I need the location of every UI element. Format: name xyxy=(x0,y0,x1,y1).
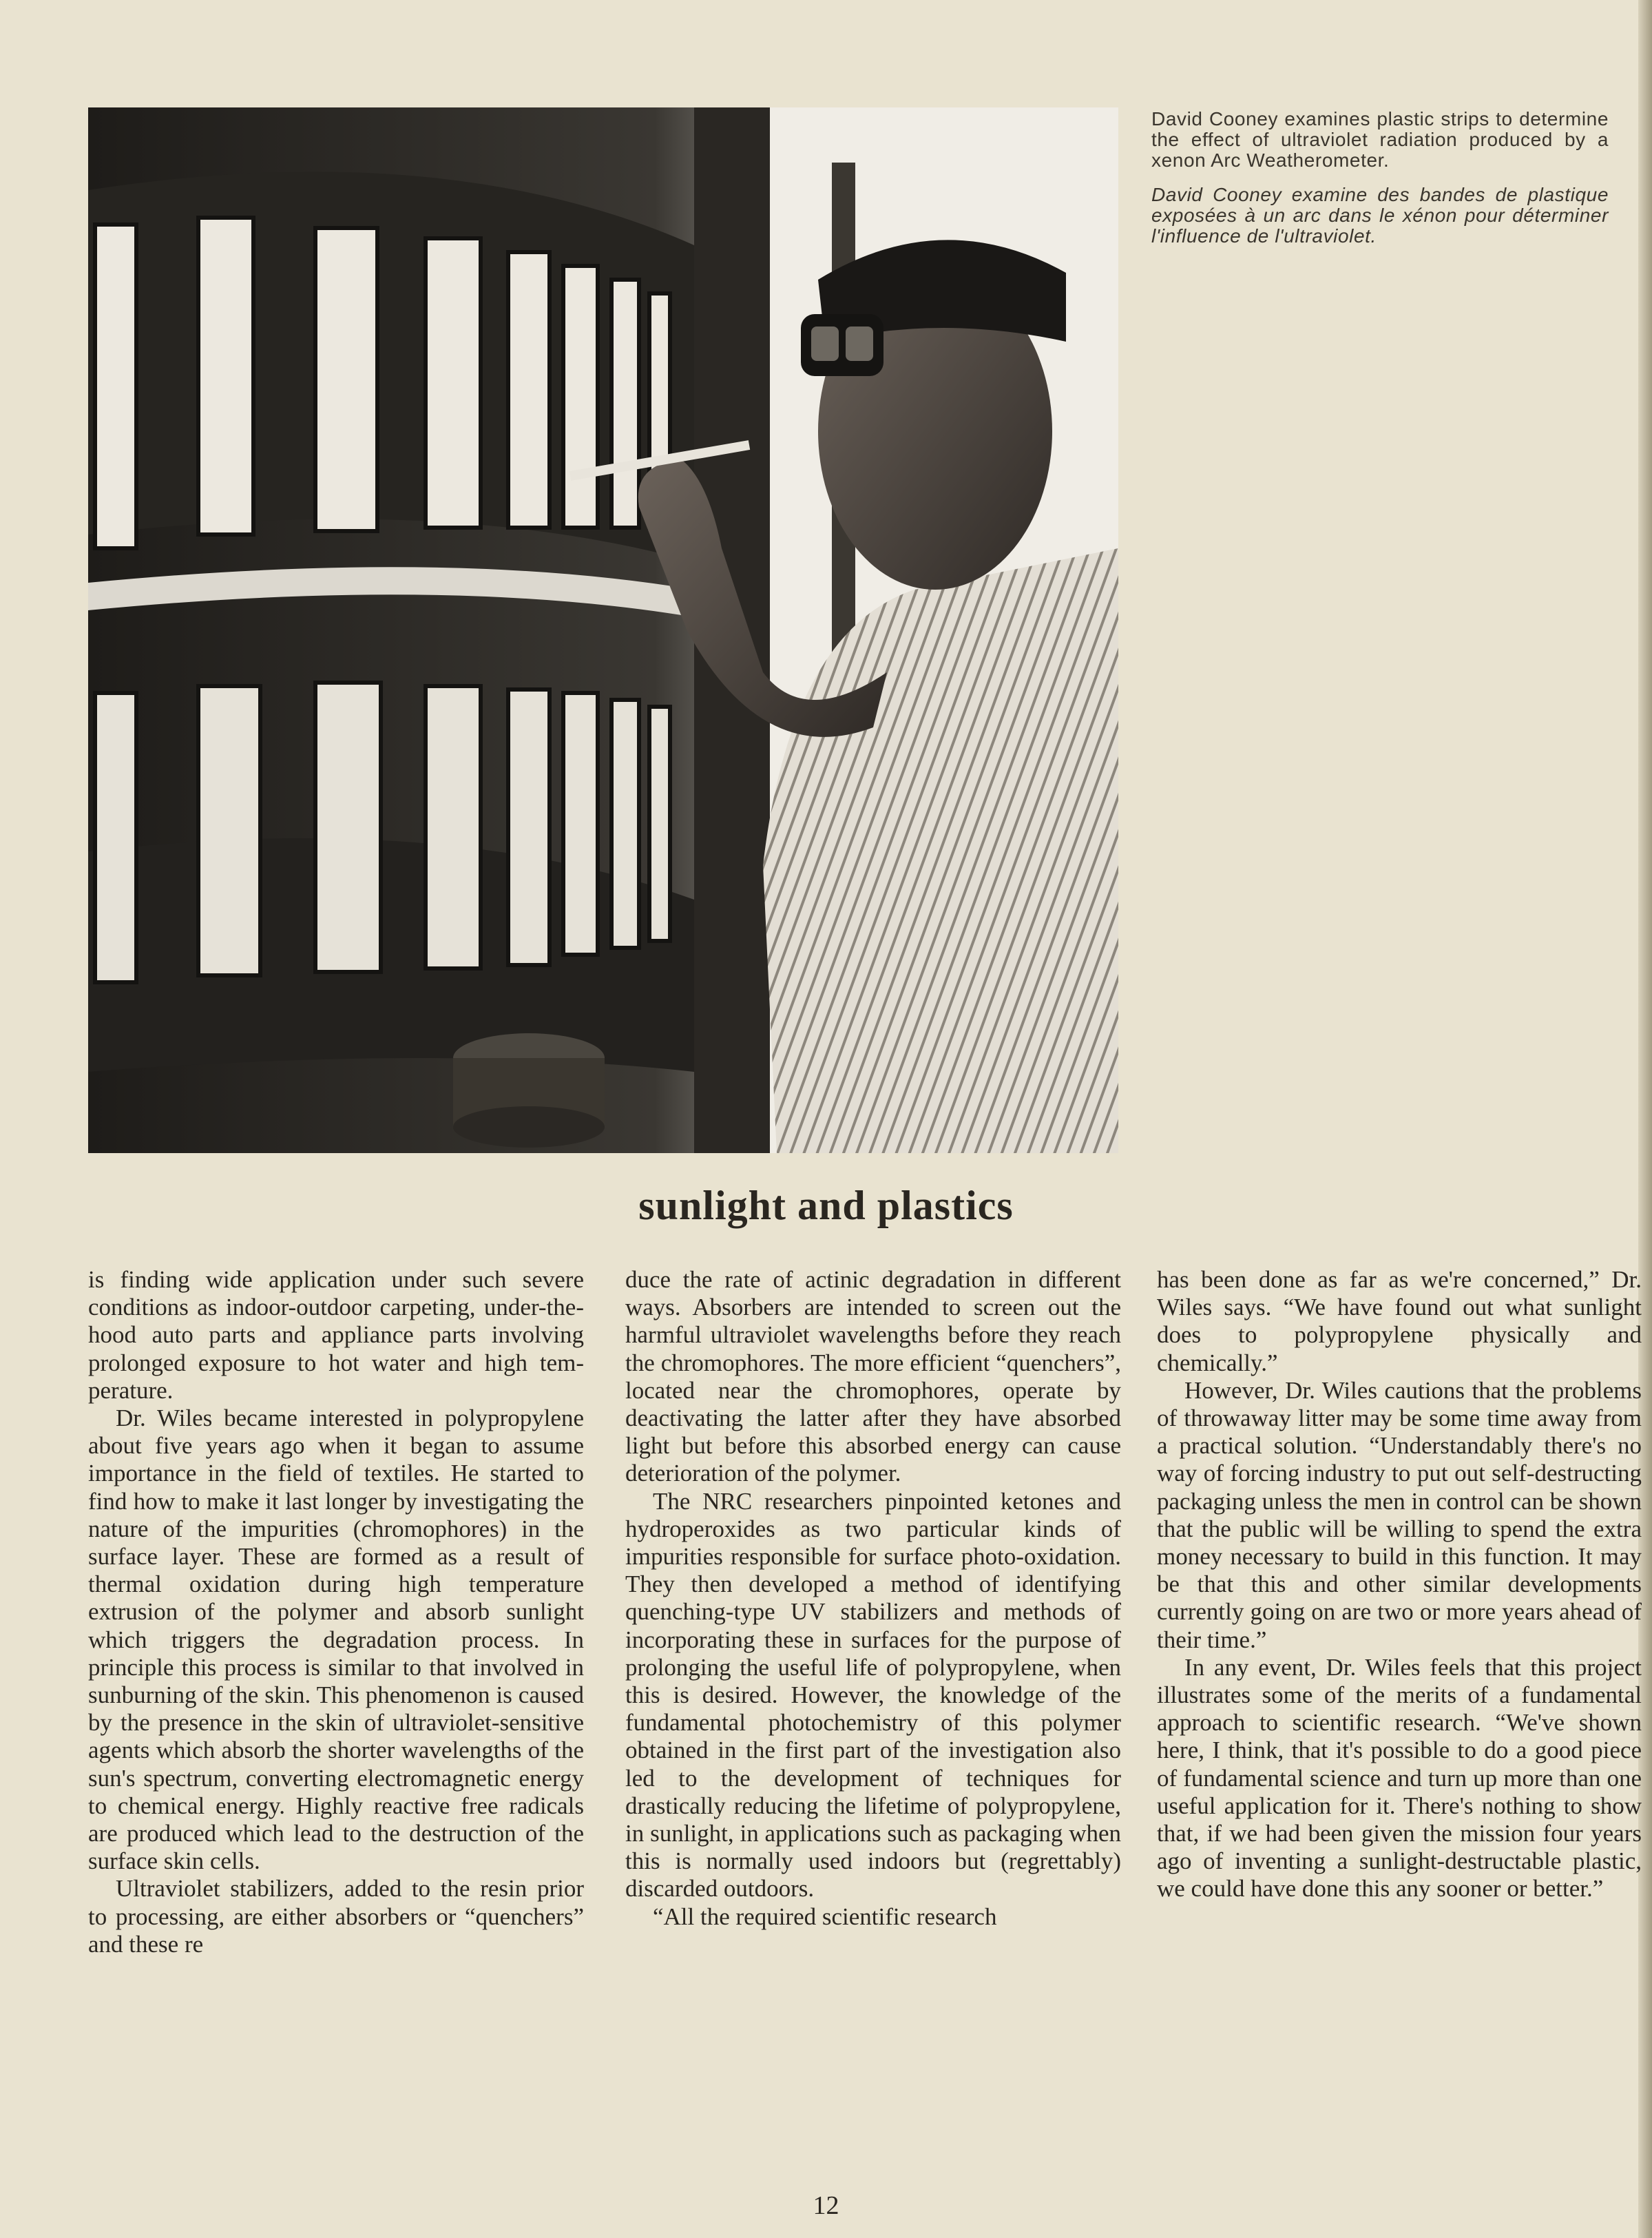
article-column-2 xyxy=(625,1266,1121,1931)
column-2-paragraph-1: duce the rate of actinic degradation in different ways. Absorbers are intended to screen out the harmful ultraviolet wavelengths before they reach the chromophores. The more efficient “quenchers”, located near the chromophores, operate by deactivating the latter after they have absorbed light but before this absorbed energy can cause deterioration of the polymer. xyxy=(625,1266,1121,1487)
column-3-paragraph-2: However, Dr. Wiles cautions that the problems of throwaway litter may be some time away from a practical solution. “Understandably there's no way of forcing industry to put out self-destructing packaging unless the men in control can be shown that the public will be willing to spend the extra money necessary to build in this function. It may be that this and other similar developments currently going on are two or more years ahead of their time.” xyxy=(1157,1376,1642,1653)
weatherometer-photo xyxy=(88,107,1118,1153)
page-number: 12 xyxy=(813,2191,839,2220)
caption-english: David Cooney examines plastic strips to determine the effect of ultraviolet radiation produced by a xenon Arc Weatherometer. xyxy=(1151,108,1609,171)
column-2-paragraph-3: “All the required scientific research xyxy=(653,1903,997,1930)
column-1-paragraph-2: Dr. Wiles became interested in polypropylene about five years ago when it began to assume importance in the field of textiles. He started to find how to make it last longer by investigating the nature of the impurities (chromophores) in the surface layer. These are formed as a result of thermal oxidation during high temperature extrusion of the polymer and absorb sunlight which triggers the degradation process. In principle this process is similar to that involved in sunburning of the skin. This phenomenon is caused by the presence in the skin of ultraviolet-sensitive agents which absorb the shorter wavelengths of the sun's spectrum, converting electromagnetic energy to chemical energy. Highly reactive free radicals are produced which lead to the destruction of the surface skin cells. xyxy=(88,1405,584,1875)
column-3-paragraph-3: In any event, Dr. Wiles feels that this project illustrates some of the merits of a fundamental approach to scientific research. “We've shown here, I think, that it's possible to do a good piece of fundamental science and turn up more than one useful application for it. There's nothing to show that, if we had been given the mission four years ago of inventing a sunlight-destructable plastic, we could have done this any sooner or better.” xyxy=(1157,1653,1642,1903)
column-1-paragraph-3: Ultraviolet stabilizers, added to the resin prior to processing, are either absorbers or “quenchers” and these re xyxy=(88,1875,584,1958)
caption-french: David Cooney examine des bandes de plastique exposées à un arc dans le xénon pour déterminer l'influence de l'ultraviolet. xyxy=(1151,184,1609,247)
column-2-paragraph-2: The NRC researchers pinpointed ketones and hydroperoxides as two particular kinds of impurities responsible for surface photo-oxidation. They then developed a method of identifying quenching-type UV stabilizers and methods of incorporating these in surfaces for the purpose of prolonging the useful life of polypropylene, when this is desired. However, the knowledge of the fundamental photochemistry of this polymer obtained in the first part of the investigation also led to the development of techniques for drastically reducing the lifetime of polypropylene, in sunlight, in applications such as packaging when this is normally used indoors but (regrettably) discarded outdoors. xyxy=(625,1487,1121,1903)
photo-illustration xyxy=(88,107,1118,1153)
article-column-1 xyxy=(88,1266,584,1958)
article-column-3 xyxy=(1157,1266,1642,1903)
column-1-paragraph-1: is finding wide application under such severe conditions as indoor-outdoor carpeting, under-the-hood auto parts and appliance parts involving prolonged exposure to hot water and high temperature. xyxy=(88,1266,584,1404)
photo-caption xyxy=(1151,109,1609,260)
column-3-paragraph-1: has been done as far as we're concerned,” Dr. Wiles says. “We have found out what sunlight does to polypropylene physically and chemically.” xyxy=(1157,1266,1642,1376)
article-headline: sunlight and plastics xyxy=(638,1183,1014,1228)
